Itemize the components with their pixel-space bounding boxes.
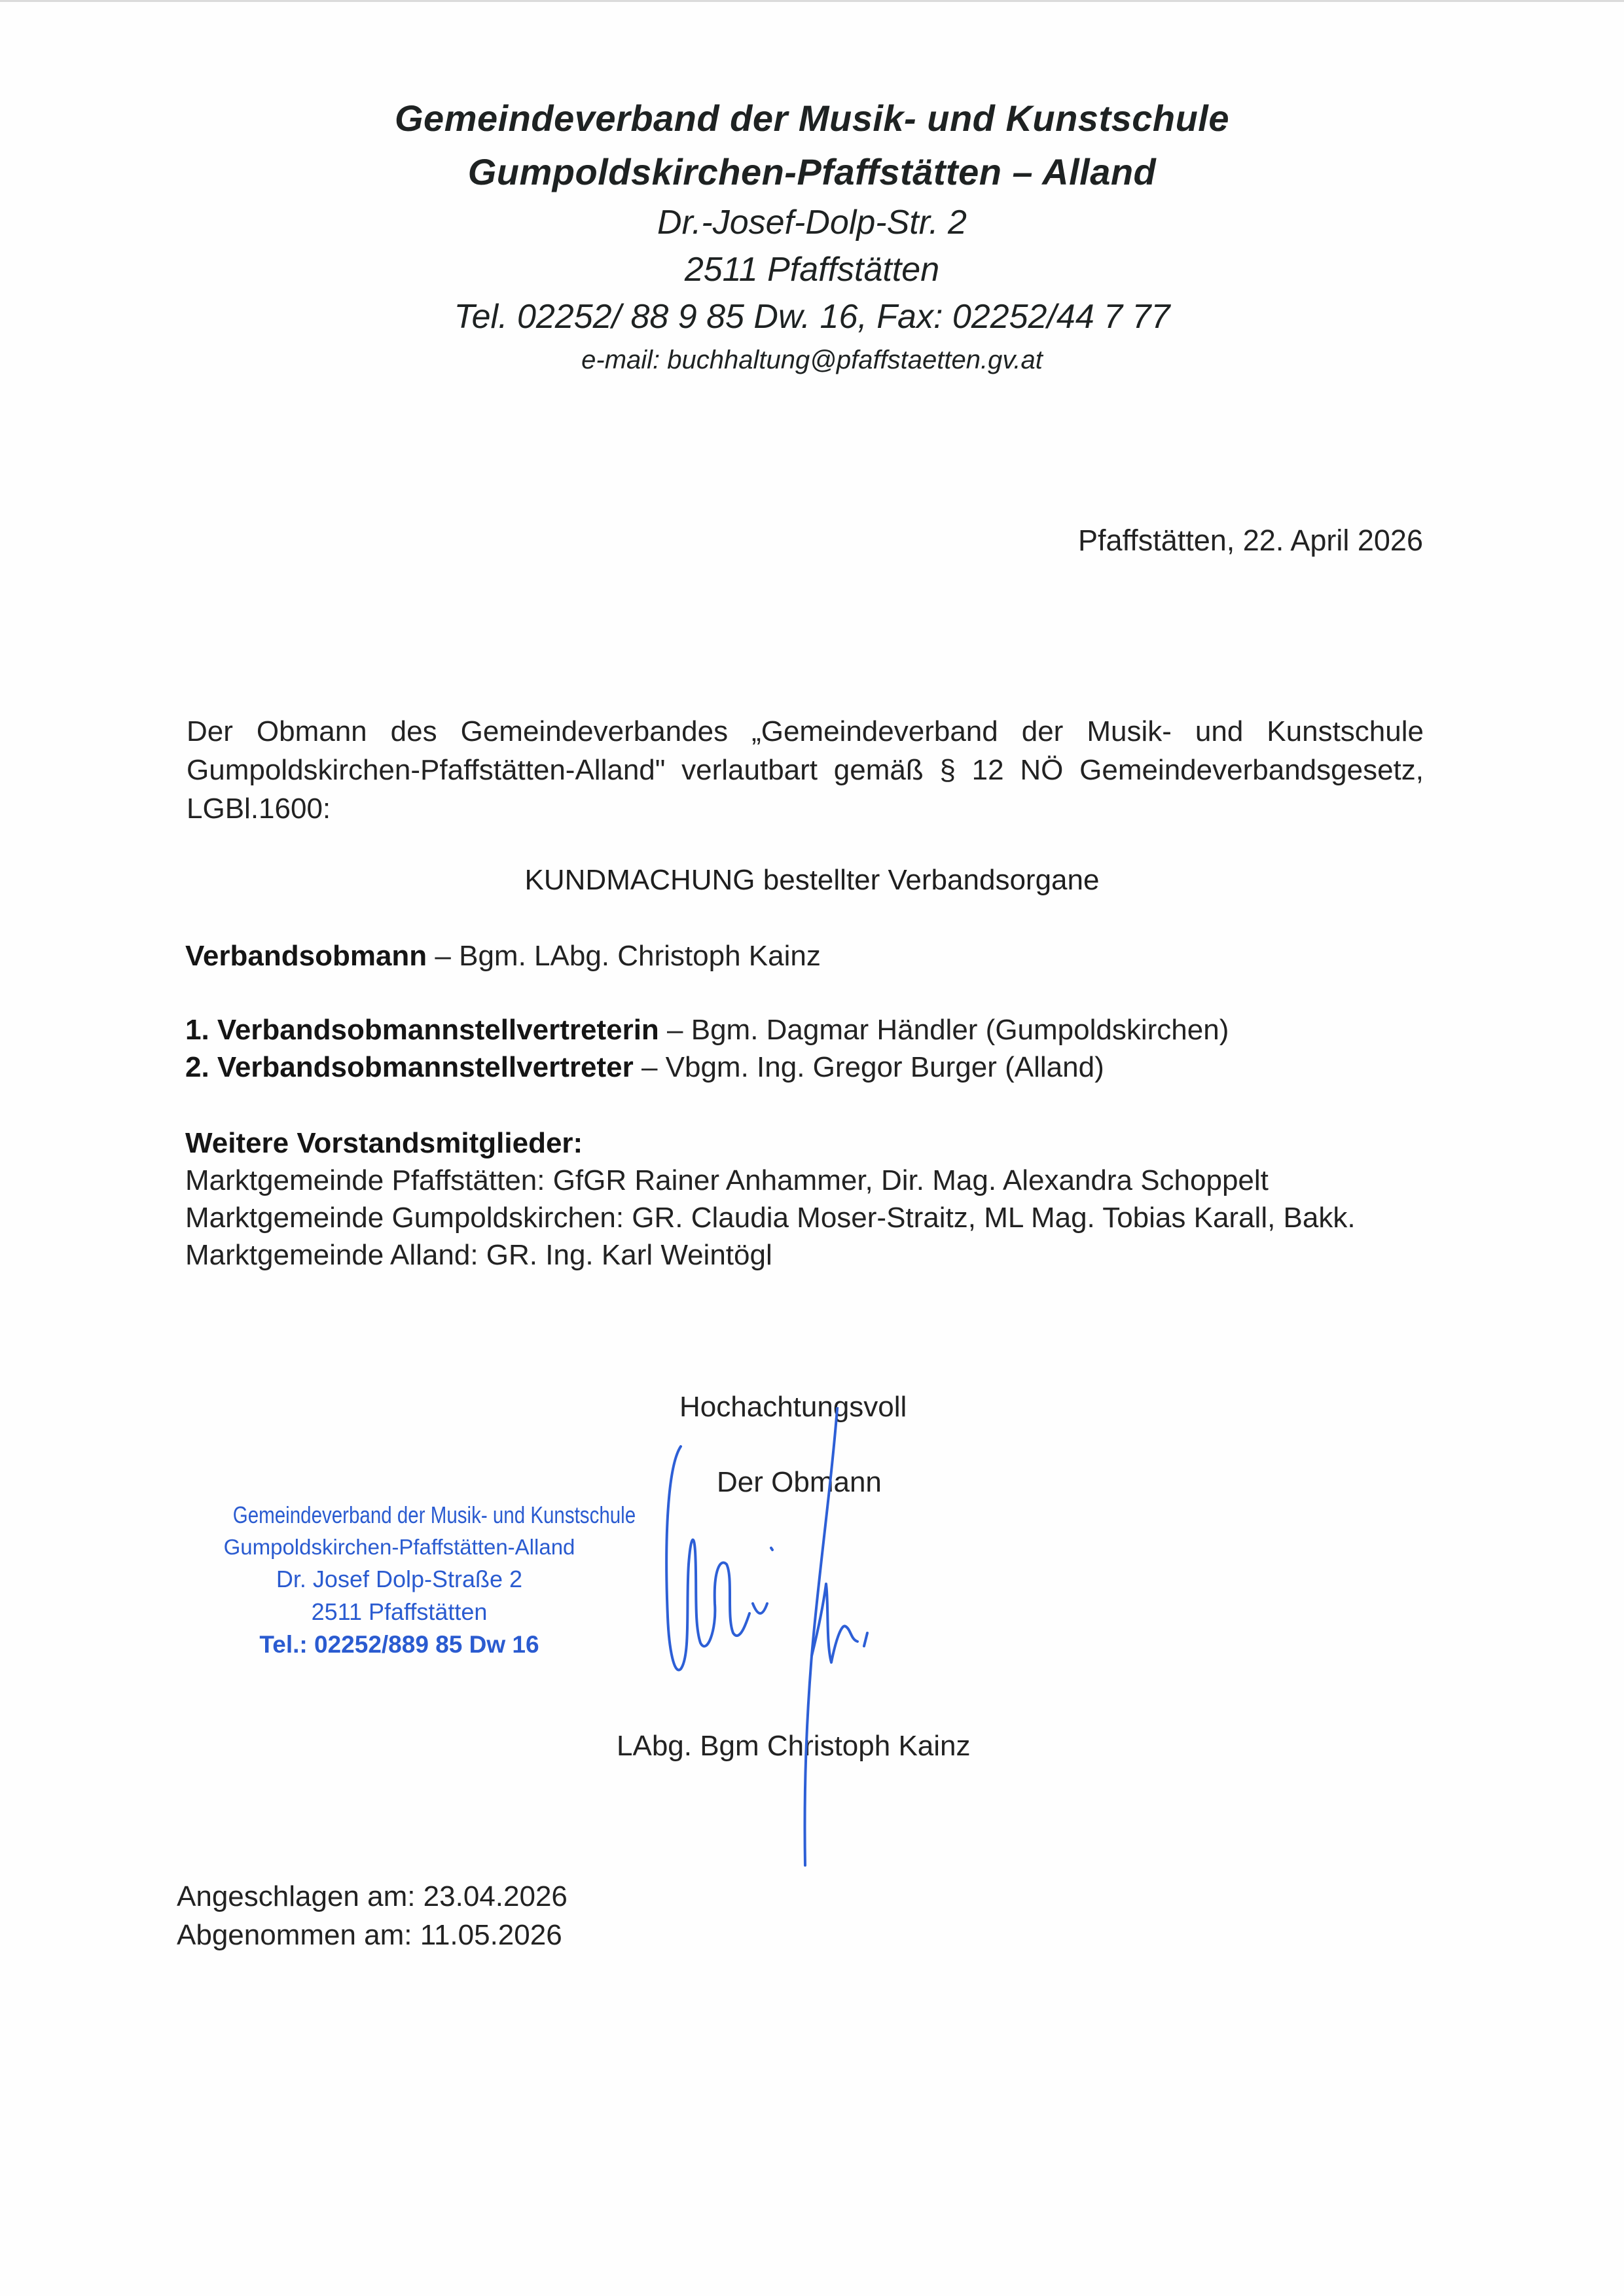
official-stamp xyxy=(196,1499,636,1661)
signature-stroke xyxy=(771,1548,772,1550)
letterhead xyxy=(0,92,1624,380)
signature-stroke xyxy=(804,1407,838,1865)
stamp-line: Gemeindeverband der Musik- und Kunstschule xyxy=(232,1501,636,1528)
closing-role: Der Obmann xyxy=(717,1466,882,1498)
stamp-line: 2511 Pfaffstätten xyxy=(311,1598,488,1625)
handwritten-signature xyxy=(655,1407,969,1878)
members-section xyxy=(185,1124,1356,1274)
stamp-line: Dr. Josef Dolp-Straße 2 xyxy=(276,1566,523,1592)
obmann-name: – Bgm. LAbg. Christoph Kainz xyxy=(427,940,821,972)
deputy-name: – Bgm. Dagmar Händler (Gumpoldskirchen) xyxy=(659,1014,1229,1046)
letterhead-phone-fax: Tel. 02252/ 88 9 85 Dw. 16, Fax: 02252/44 7 77 xyxy=(454,298,1170,336)
date-line: Pfaffstätten, 22. April 2026 xyxy=(1077,524,1423,557)
member-line: Marktgemeinde Pfaffstätten: GfGR Rainer Anhammer, Dir. Mag. Alexandra Schoppelt xyxy=(185,1164,1269,1196)
deputy-entry xyxy=(185,1011,1229,1049)
letterhead-city: 2511 Pfaffstätten xyxy=(684,251,940,289)
stamp-line: Gumpoldskirchen-Pfaffstätten-Alland xyxy=(223,1535,575,1559)
deputies-list xyxy=(185,1011,1229,1086)
letterhead-street: Dr.-Josef-Dolp-Str. 2 xyxy=(657,204,967,242)
member-line: Marktgemeinde Alland: GR. Ing. Karl Weintögl xyxy=(185,1239,772,1271)
deputy-entry xyxy=(185,1049,1229,1086)
members-heading: Weitere Vorstandsmitglieder: xyxy=(185,1127,583,1159)
signer-name: LAbg. Bgm Christoph Kainz xyxy=(617,1730,971,1762)
posting-dates xyxy=(177,1877,568,1954)
obmann-role: Verbandsobmann xyxy=(185,940,427,972)
letterhead-title-line2: Gumpoldskirchen-Pfaffstätten – Alland xyxy=(467,151,1157,192)
obmann-entry xyxy=(185,937,821,975)
letterhead-email: e-mail: buchhaltung@pfaffstaetten.gv.at xyxy=(581,346,1043,374)
member-line: Marktgemeinde Gumpoldskirchen: GR. Claudia Moser-Straitz, ML Mag. Tobias Karall, Bakk. xyxy=(185,1202,1356,1234)
deputy-role: 2. Verbandsobmannstellvertreter xyxy=(185,1051,634,1083)
removed-date: Abgenommen am: 11.05.2026 xyxy=(177,1919,562,1951)
deputy-role: 1. Verbandsobmannstellvertreterin xyxy=(185,1014,659,1046)
closing-greeting: Hochachtungsvoll xyxy=(679,1391,907,1423)
intro-paragraph: Der Obmann des Gemeindeverbandes „Gemeindeverband der Musik- und Kunstschule Gumpoldskirchen-Pfaffstätten-Alland" verlautbart gemäß § 12 NÖ Gemeindeverbandsgesetz, LGBl.1600: xyxy=(187,715,1424,825)
scan-edge xyxy=(0,0,1624,2)
stamp-line: Tel.: 02252/889 85 Dw 16 xyxy=(259,1631,539,1658)
posted-date: Angeschlagen am: 23.04.2026 xyxy=(177,1880,568,1912)
signature-stroke xyxy=(753,1604,767,1613)
signature-stroke xyxy=(666,1446,749,1670)
deputy-name: – Vbgm. Ing. Gregor Burger (Alland) xyxy=(633,1051,1104,1083)
signature-stroke xyxy=(864,1633,867,1646)
announcement-heading: KUNDMACHUNG bestellter Verbandsorgane xyxy=(524,864,1100,896)
letterhead-title-line1: Gemeindeverband der Musik- und Kunstschule xyxy=(394,98,1229,139)
